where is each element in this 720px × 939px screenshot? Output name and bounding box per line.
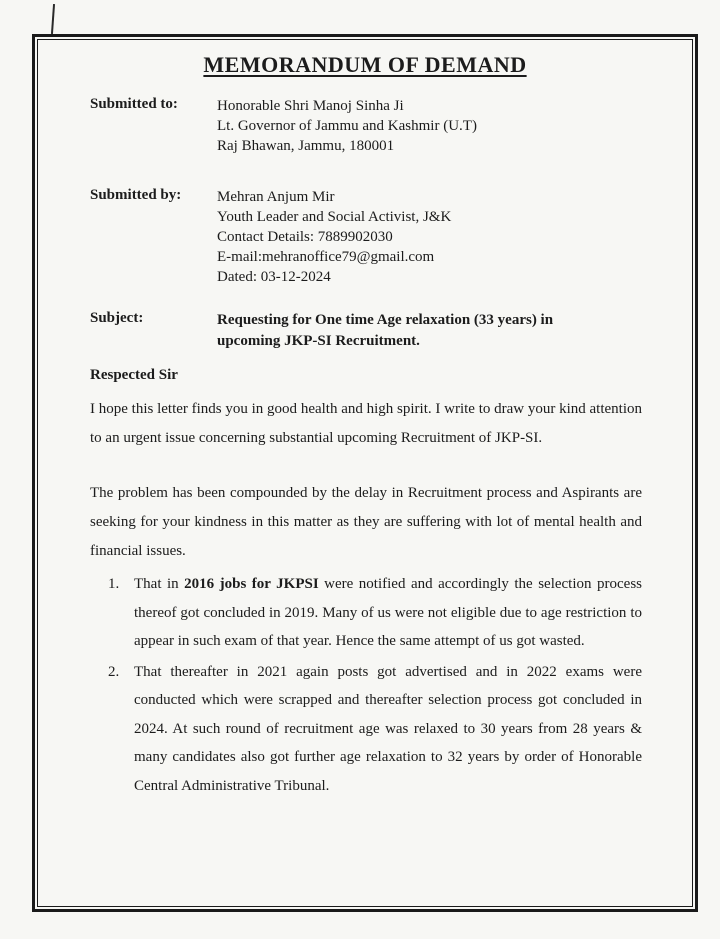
submitted-by-block: [217, 187, 451, 287]
sender-date: Dated: 03-12-2024: [217, 269, 331, 285]
submitted-by-label: Submitted by:: [90, 187, 182, 203]
body-paragraph-1: I hope this letter finds you in good health and high spirit. I write to draw your kind attention to an urgent issue concerning substantial upcoming Recruitment of JKP-SI.: [90, 401, 642, 446]
sender-contact: Contact Details: 7889902030: [217, 229, 393, 245]
document-title: MEMORANDUM OF DEMAND: [203, 52, 527, 77]
list-item-text-end: were notified and accordingly the selection process thereof got concluded in 2019. Many of us were not eligible due to age restriction to appear in such exam of that year. Hence the same attempt of us got wasted.: [134, 576, 642, 649]
list-item: [108, 658, 642, 801]
sender-name: Mehran Anjum Mir: [217, 189, 335, 205]
list-item: [108, 570, 642, 656]
body-paragraph-2: The problem has been compounded by the delay in Recruitment process and Aspirants are seeking for your kindness in this matter as they are suffering with lot of mental health and financial issues.: [90, 485, 642, 559]
list-item-number: 2.: [108, 663, 120, 680]
demand-points-list: [108, 570, 642, 800]
salutation: Respected Sir: [90, 367, 178, 383]
list-item-text-start: That in: [134, 576, 185, 592]
sender-email: E-mail:mehranoffice79@gmail.com: [217, 249, 435, 265]
pen-mark: [51, 4, 55, 34]
sender-title: Youth Leader and Social Activist, J&K: [217, 209, 452, 225]
subject-text: Requesting for One time Age relaxation (33 years) in upcoming JKP-SI Recruitment.: [217, 312, 554, 349]
recipient-address: Raj Bhawan, Jammu, 180001: [217, 138, 395, 154]
list-item-text-start: That thereafter in 2021 again posts got advertised and in 2022 exams were conducted which were scrapped and thereafter selection process got concluded in 2024. At such round of recruitment age was relaxed to 30 years from 28 years & many candidates also got further age relaxation to 32 years by order of Honorable Central Administrative Tribunal.: [134, 663, 642, 794]
subject-label: Subject:: [90, 310, 144, 326]
list-item-number: 1.: [108, 576, 120, 592]
recipient-name: Honorable Shri Manoj Sinha Ji: [217, 98, 404, 114]
list-item-highlight: 2016 jobs for JKPSI: [184, 576, 319, 592]
recipient-title: Lt. Governor of Jammu and Kashmir (U.T): [217, 118, 477, 134]
submitted-to-label: Submitted to:: [90, 96, 178, 112]
submitted-to-block: [217, 96, 477, 156]
